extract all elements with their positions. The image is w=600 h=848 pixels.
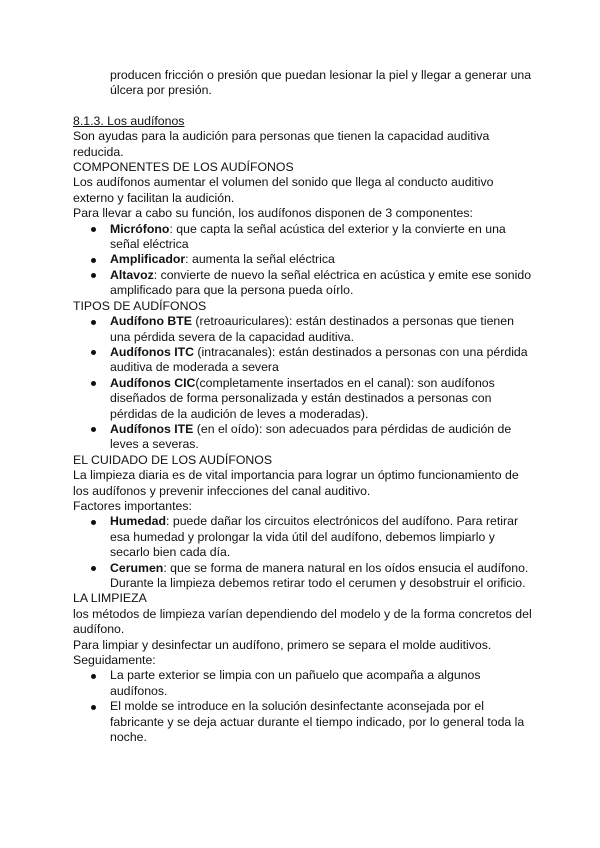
term: Audífonos ITE: [110, 421, 194, 436]
limpieza-list: [73, 668, 533, 745]
description: (completamente insertados en el canal): son audífonos diseñados de forma personalizada y están destinados a personas con pérdidas de la audición de leves a moderadas).: [110, 375, 495, 421]
limpieza-paragraph-3: Seguidamente:: [73, 653, 156, 668]
componentes-paragraph-1: Los audífonos aumentar el volumen del sonido que llega al conducto auditivo externo y facilitan la audición.: [73, 175, 494, 205]
term: Audífono BTE: [110, 314, 192, 329]
term: Micrófono: [110, 221, 170, 236]
componentes-list: [73, 222, 533, 299]
term: Altavoz: [110, 267, 154, 282]
term: Cerumen: [110, 560, 164, 575]
list-item: [73, 514, 533, 560]
list-item: [73, 252, 533, 267]
description: : convierte de nuevo la señal eléctrica en acústica y emite ese sonido amplificado para que la persona pueda oírlo.: [110, 267, 532, 298]
intro-paragraph: producen fricción o presión que puedan lesionar la piel y llegar a generar una úlcera por presión.: [110, 68, 532, 98]
componentes-paragraph-2: Para llevar a cabo su función, los audífonos disponen de 3 componentes:: [73, 206, 473, 221]
cuidado-paragraph-2: Factores importantes:: [73, 498, 192, 513]
term: Amplificador: [110, 252, 186, 267]
description: (en el oído): son adecuados para pérdidas de audición de leves a severas.: [110, 421, 512, 452]
tipos-heading: TIPOS DE AUDÍFONOS: [73, 298, 207, 313]
description: : que capta la señal acústica del exterior y la convierte en una señal eléctrica: [110, 221, 506, 252]
limpieza-paragraph-1: los métodos de limpieza varían dependiendo del modelo y de la forma concretos del audífono.: [73, 606, 532, 637]
tipos-list: [73, 314, 533, 453]
limpieza-paragraph-2: Para limpiar y desinfectar un audífono, primero se separa el molde auditivos.: [73, 637, 492, 652]
list-item: [73, 345, 533, 376]
list-item: La parte exterior se limpia con un pañuelo que acompaña a algunos audífonos.: [73, 668, 533, 699]
description: (intracanales): están destinados a personas con una pérdida auditiva de moderada a severa: [110, 344, 528, 375]
section-title: 8.1.3. Los audífonos: [73, 113, 185, 128]
description: (retroauriculares): están destinados a personas que tienen una pérdida severa de la capacidad auditiva.: [110, 314, 514, 344]
list-item: [73, 222, 533, 253]
document-page: [73, 68, 533, 745]
list-item: El molde se introduce en la solución desinfectante aconsejada por el fabricante y se deja actuar durante el tiempo indicado, por lo general toda la noche.: [73, 699, 533, 745]
cuidado-paragraph-1: La limpieza diaria es de vital importancia para lograr un óptimo funcionamiento de los audífonos y prevenir infecciones del canal auditivo.: [73, 468, 519, 498]
term: Audífonos CIC: [110, 375, 196, 390]
list-item: [73, 561, 533, 592]
term: Humedad: [110, 514, 167, 529]
section-intro: Son ayudas para la audición para personas que tienen la capacidad auditiva reducida.: [73, 129, 490, 159]
description: : que se forma de manera natural en los oídos ensucia el audífono. Durante la limpieza debemos retirar todo el cerumen y desobstruir el orificio.: [110, 560, 529, 590]
componentes-heading: COMPONENTES DE LOS AUDÍFONOS: [73, 160, 294, 175]
list-item: [73, 376, 533, 422]
limpieza-heading: LA LIMPIEZA: [73, 591, 147, 606]
list-item: [73, 268, 533, 299]
cuidado-list: [73, 514, 533, 591]
list-item: [73, 422, 533, 453]
list-item: [73, 314, 533, 345]
description: : aumenta la señal eléctrica: [185, 252, 335, 267]
cuidado-heading: EL CUIDADO DE LOS AUDÍFONOS: [73, 452, 273, 467]
term: Audífonos ITC: [110, 344, 195, 359]
description: : puede dañar los circuitos electrónicos del audífono. Para retirar esa humedad y prolongar la vida útil del audífono, debemos limpiarlo y secarlo bien cada día.: [110, 514, 519, 560]
